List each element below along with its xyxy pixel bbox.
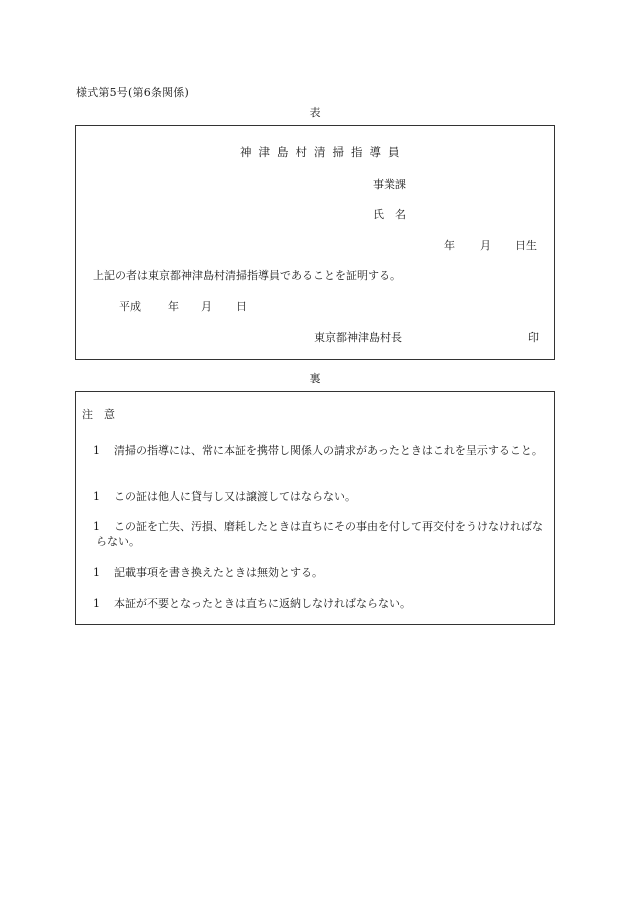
front-side-label: 表: [309, 106, 321, 119]
birth-day-label: 日生: [515, 239, 537, 252]
birth-month-label: 月: [480, 239, 491, 252]
note-item: [93, 519, 549, 549]
note-number: 1: [93, 520, 100, 533]
note-text: 本証が不要となったときは直ちに返納しなければならない。: [114, 597, 411, 610]
issue-month-label: 月: [201, 300, 212, 313]
notes-heading: 注 意: [82, 408, 115, 421]
birth-year-label: 年: [444, 239, 455, 252]
issue-era-label: 平成: [119, 300, 141, 313]
note-number: 1: [93, 566, 100, 579]
note-text: 記載事項を書き換えたときは無効とする。: [114, 566, 323, 579]
back-card: [75, 391, 555, 625]
note-text: 清掃の指導には、常に本証を携帯し関係人の請求があったときはこれを呈示すること。: [114, 444, 543, 457]
note-number: 1: [93, 444, 100, 457]
seal-mark: 印: [528, 331, 539, 344]
issue-year-label: 年: [168, 300, 179, 313]
note-item: [93, 596, 549, 611]
name-label: 氏 名: [373, 208, 406, 221]
certification-text: 上記の者は東京都神津島村清掃指導員であることを証明する。: [93, 269, 401, 282]
note-item: [93, 489, 549, 504]
issue-day-label: 日: [236, 300, 247, 313]
note-item: [93, 565, 549, 580]
department-label: 事業課: [373, 178, 406, 191]
front-card: [75, 125, 555, 360]
note-text: この証は他人に貸与し又は譲渡してはならない。: [114, 490, 356, 503]
back-side-label: 裏: [309, 372, 321, 385]
note-number: 1: [93, 597, 100, 610]
note-text: この証を亡失、汚損、磨耗したときは直ちにその事由を付して再交付をうけなければならない。: [96, 520, 543, 548]
form-number: 様式第5号(第6条関係): [76, 86, 189, 99]
note-item: [93, 443, 549, 458]
note-number: 1: [93, 490, 100, 503]
issuer-name: 東京都神津島村長: [314, 331, 402, 344]
card-title: 神津島村清掃指導員: [240, 145, 407, 159]
